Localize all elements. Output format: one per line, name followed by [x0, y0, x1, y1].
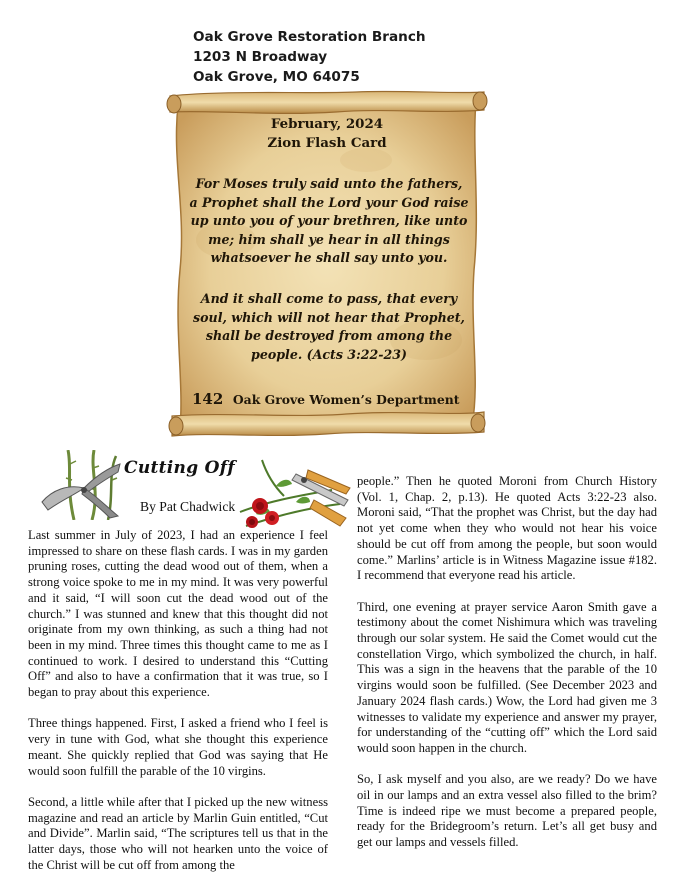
flash-card-text	[166, 90, 488, 440]
branch-address	[193, 27, 426, 87]
article-paragraph: Three things happened. First, I asked a friend who I feel is very in tune with God, what she thought this experience meant. She quickly replied that God was saying that He would soon fulfill the parable of the 10 virgins.	[28, 716, 328, 778]
article-right-column	[357, 474, 657, 867]
scripture-verse-part1	[188, 175, 470, 268]
verse-line: whatsoever he shall say unto you.	[210, 250, 448, 266]
article-paragraph: Last summer in July of 2023, I had an experience I feel impressed to share on these flash cards. I was in my garden pruning roses, cutting the dead wood out of them, when a strong voice spoke to me in my mind. It was very powerful and it said, “I will soon cut the dead wood out of the church.” I was stunned and knew that this thought did not originate from my own thinking, as such a thing had not been in my mind. Three times this thought came to me as I continued to work. I desired to understand this “Cutting Off” and also to have a confirmation that it was true, so I began to pray about this experience.	[28, 528, 328, 700]
roses-and-pruners-illustration	[236, 456, 354, 536]
scripture-verse-part2	[188, 290, 470, 364]
verse-line: up unto you of your brethren, like unto	[190, 213, 468, 229]
article-left-column	[28, 528, 328, 889]
article-paragraph: So, I ask myself and you also, are we ready? Do we have oil in our lamps and an extra vessel also filled to the brim? Time is indeed ripe we must become a prepared people, ready for the Bridegroom’s return. Let’s all get busy and get our lamps and vessels filled.	[357, 772, 657, 850]
department-name: Oak Grove Women’s Department	[232, 392, 460, 407]
verse-line: a Prophet shall the Lord your God raise	[189, 194, 469, 210]
verse-line: shall be destroyed from among the	[205, 328, 453, 344]
verse-line: And it shall come to pass, that every	[200, 291, 458, 306]
flash-card-footer	[192, 389, 459, 408]
verse-line: soul, which will not hear that Prophet,	[193, 309, 465, 325]
article-paragraph: Third, one evening at prayer service Aaron Smith gave a testimony about the comet Nishimura which was traveling through our solar system. He said the Comet would cut the constellation Virgo, which symbolized the church, in half. This was a sign in the heavens that the parable of the 10 virgins would soon be fulfilled. (See December 2023 and January 2024 flash cards.) Wow, the Lord had given me 3 witnesses to validate my experience and answer my prayer, for understanding of the “cutting off” which the Lord said would soon happen in the church.	[357, 599, 657, 755]
article-paragraph: Second, a little while after that I picked up the new witness magazine and read an article by Marlin Guin entitled, “Cut and Divide”. Marlin said, “The scriptures tell us that in the latter days, those who will not hearken unto the voice of the Christ will be cut off from among the	[28, 794, 328, 872]
parchment-scroll	[166, 90, 488, 440]
flash-card-number: 142	[192, 390, 224, 408]
branch-city-state-zip: Oak Grove, MO 64075	[193, 69, 360, 85]
article-title: Cutting Off	[124, 458, 235, 478]
verse-line: me; him shall ye hear in all things	[208, 231, 450, 247]
pruning-shears-illustration	[38, 450, 122, 520]
branch-street: 1203 N Broadway	[193, 49, 328, 65]
verse-line: For Moses truly said unto the fathers,	[195, 176, 463, 191]
article-byline: By Pat Chadwick	[140, 499, 236, 514]
flash-card-title: Zion Flash Card	[267, 135, 387, 151]
verse-line: people. (Acts 3:22-23)	[251, 346, 407, 362]
article-paragraph: people.” Then he quoted Moroni from Church History (Vol. 1, Chap. 2, p.13). He quoted Acts 3:22-23 also. Moroni said, “That the prophet was Christ, but the day had not yet come when they who would not hear his voice should be cut off from among the people, but soon would come.” Marlins’ article is in Witness Magazine issue #182. I recommend that everyone read his article.	[357, 474, 657, 583]
branch-name: Oak Grove Restoration Branch	[193, 29, 426, 45]
flash-card-date: February, 2024	[270, 116, 384, 132]
